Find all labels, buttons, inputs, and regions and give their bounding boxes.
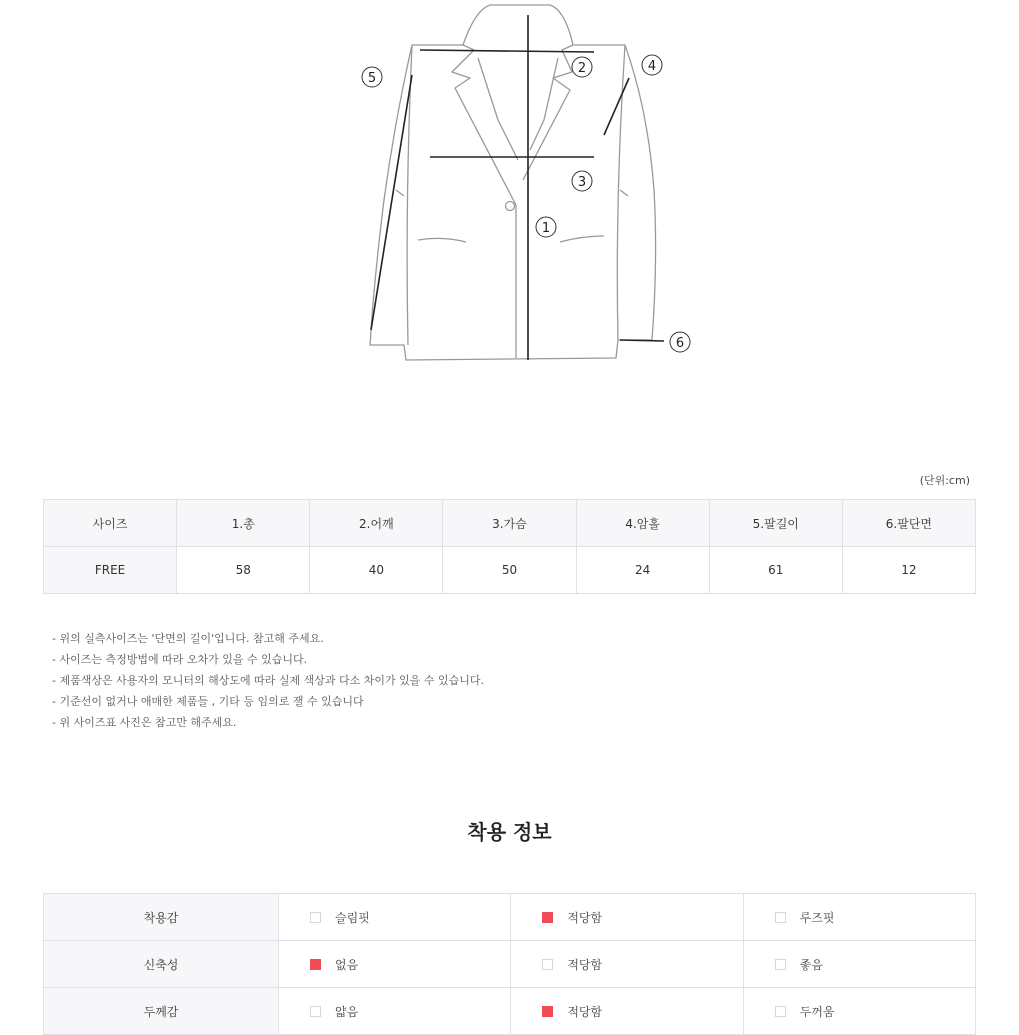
size-header-cell: 3.가슴 bbox=[443, 500, 576, 547]
wear-option-label: 없음 bbox=[335, 957, 359, 972]
size-table-header-row bbox=[44, 500, 976, 547]
note-line: - 위 사이즈표 사진은 참고만 해주세요. bbox=[52, 716, 237, 729]
size-header-cell: 1.총 bbox=[177, 500, 310, 547]
marker-2-label: 2 bbox=[577, 61, 587, 76]
size-header-cell: 5.팔길이 bbox=[709, 500, 842, 547]
checkbox-icon bbox=[310, 912, 321, 923]
wear-option bbox=[511, 894, 743, 941]
wear-option bbox=[511, 941, 743, 988]
marker-2 bbox=[572, 57, 592, 77]
marker-3-label: 3 bbox=[577, 175, 587, 190]
marker-4 bbox=[642, 55, 662, 75]
size-cell: 40 bbox=[310, 547, 443, 594]
checkbox-icon bbox=[775, 959, 786, 970]
wear-option bbox=[743, 941, 975, 988]
checkbox-icon bbox=[310, 959, 321, 970]
wear-option bbox=[743, 988, 975, 1035]
marker-6-label: 6 bbox=[675, 336, 685, 351]
size-table-row bbox=[44, 547, 976, 594]
checkbox-icon bbox=[542, 1006, 553, 1017]
measurement-lines bbox=[371, 15, 664, 360]
wear-info-table bbox=[43, 893, 976, 1035]
wear-row-fit bbox=[44, 894, 976, 941]
marker-5 bbox=[362, 67, 382, 87]
wear-option-label: 슬림핏 bbox=[335, 910, 370, 925]
size-cell: 50 bbox=[443, 547, 576, 594]
marker-1-label: 1 bbox=[541, 221, 551, 236]
checkbox-icon bbox=[775, 912, 786, 923]
note-line: - 제품색상은 사용자의 모니터의 해상도에 따라 실제 색상과 다소 차이가 있을 수 있습니다. bbox=[52, 674, 484, 687]
wear-option bbox=[279, 988, 511, 1035]
note-line: - 기준선이 없거나 애매한 제품들 , 기타 등 임의로 잴 수 있습니다 bbox=[52, 695, 364, 708]
size-cell: 58 bbox=[177, 547, 310, 594]
wear-option-label: 두꺼움 bbox=[799, 1004, 835, 1019]
checkbox-icon bbox=[542, 959, 553, 970]
wear-option bbox=[279, 941, 511, 988]
size-cell: 12 bbox=[842, 547, 975, 594]
wear-option bbox=[279, 894, 511, 941]
size-notes bbox=[52, 628, 484, 733]
checkbox-icon bbox=[310, 1006, 321, 1017]
jacket-outline bbox=[367, 5, 656, 360]
marker-3 bbox=[572, 171, 592, 191]
wear-row-label: 두께감 bbox=[44, 988, 279, 1035]
marker-4-label: 4 bbox=[647, 59, 657, 74]
checkbox-icon bbox=[542, 912, 553, 923]
marker-6 bbox=[670, 332, 690, 352]
wear-option-label: 얇음 bbox=[335, 1004, 359, 1019]
wear-row-thickness bbox=[44, 988, 976, 1035]
wear-option-label: 좋음 bbox=[799, 957, 823, 972]
jacket-measurement-diagram bbox=[0, 0, 1019, 400]
wear-option bbox=[511, 988, 743, 1035]
wear-row-label: 신축성 bbox=[44, 941, 279, 988]
wear-option-label: 적당함 bbox=[567, 957, 603, 972]
size-cell: 61 bbox=[709, 547, 842, 594]
size-cell: FREE bbox=[44, 547, 177, 594]
wear-info-title: 착용 정보 bbox=[467, 820, 552, 844]
wear-option-label: 루즈핏 bbox=[799, 910, 835, 925]
wear-option bbox=[743, 894, 975, 941]
size-header-cell: 2.어깨 bbox=[310, 500, 443, 547]
wear-row-label: 착용감 bbox=[44, 894, 279, 941]
size-header-cell: 사이즈 bbox=[44, 500, 177, 547]
note-line: - 위의 실측사이즈는 '단면의 길이'입니다. 참고해 주세요. bbox=[52, 632, 324, 645]
wear-option-label: 적당함 bbox=[567, 910, 603, 925]
checkbox-icon bbox=[775, 1006, 786, 1017]
wear-option-label: 적당함 bbox=[567, 1004, 603, 1019]
marker-1 bbox=[536, 217, 556, 237]
size-header-cell: 4.암홀 bbox=[576, 500, 709, 547]
size-table bbox=[43, 499, 976, 594]
unit-label: (단위:cm) bbox=[919, 474, 970, 487]
wear-row-stretch bbox=[44, 941, 976, 988]
marker-5-label: 5 bbox=[367, 71, 377, 86]
note-line: - 사이즈는 측정방법에 따라 오차가 있을 수 있습니다. bbox=[52, 653, 308, 666]
size-cell: 24 bbox=[576, 547, 709, 594]
size-header-cell: 6.팔단면 bbox=[842, 500, 975, 547]
